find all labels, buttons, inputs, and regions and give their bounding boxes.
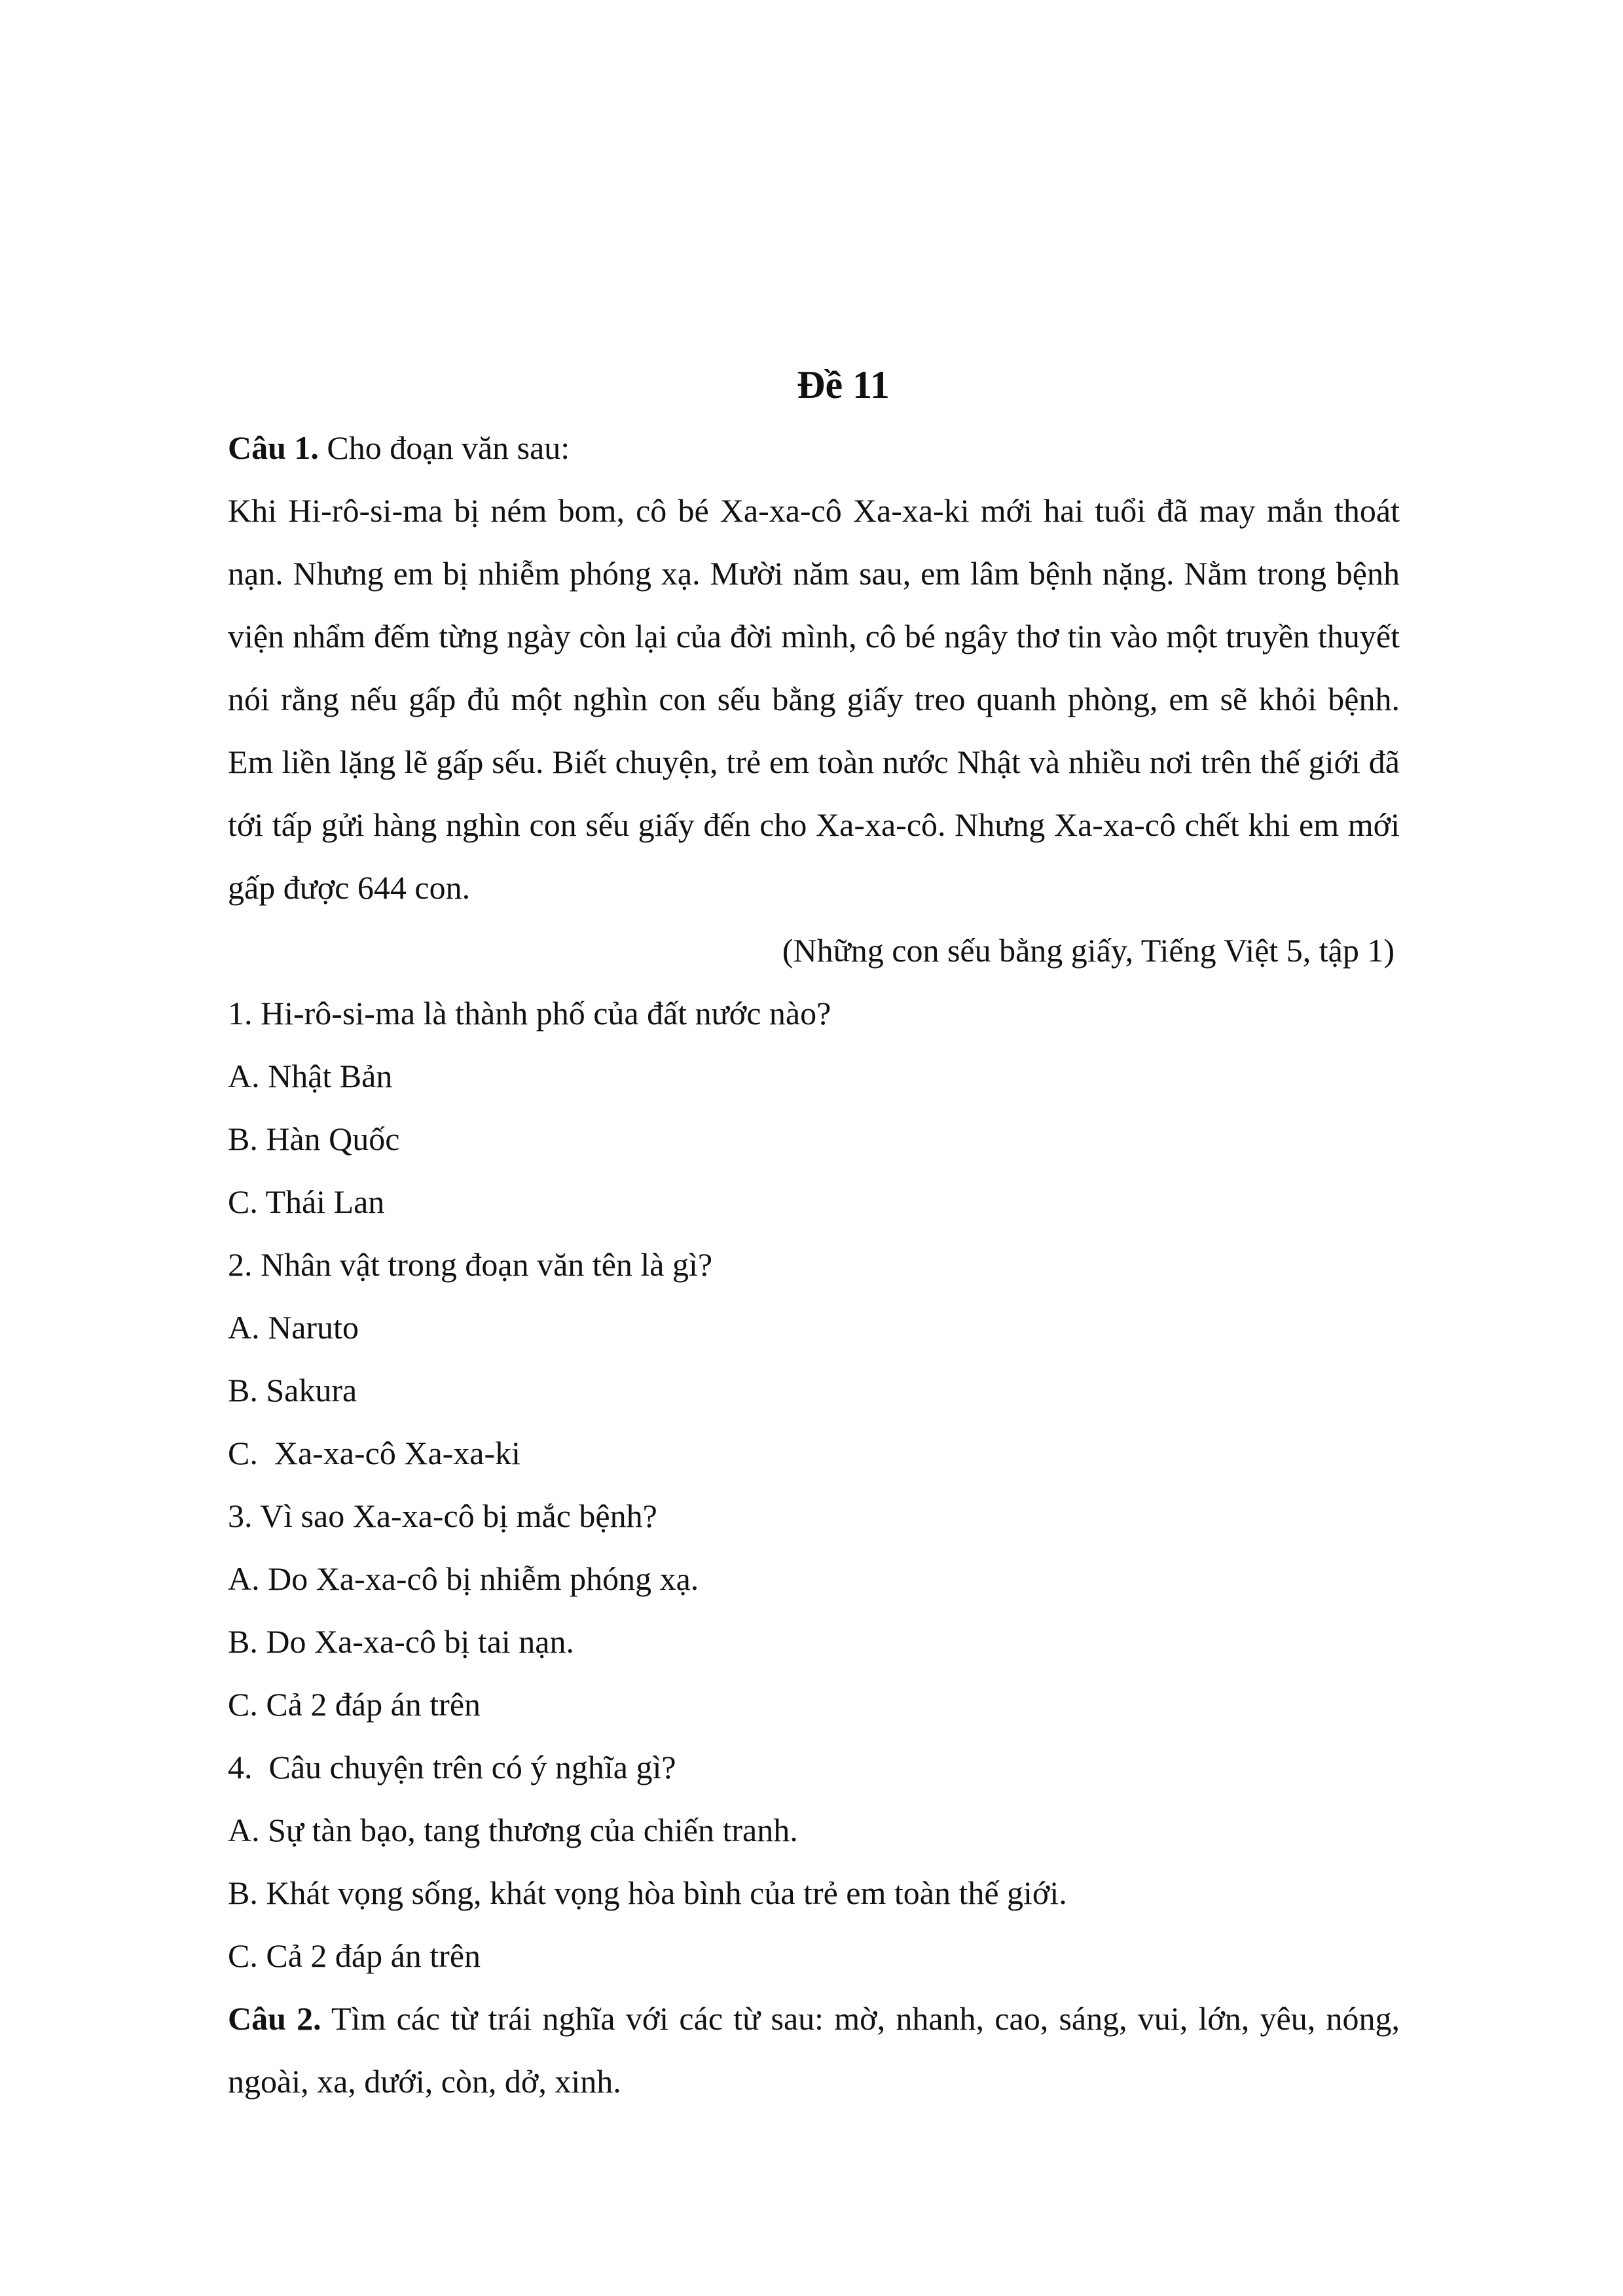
question-4-option-c: C. Cả 2 đáp án trên xyxy=(228,1937,481,1974)
question-1-option-b: B. Hàn Quốc xyxy=(228,1121,400,1157)
cau1-prompt: Cho đoạn văn sau: xyxy=(318,429,570,466)
question-4: 4. Câu chuyện trên có ý nghĩa gì? xyxy=(228,1749,676,1785)
cau2-paragraph xyxy=(228,1987,1400,2113)
question-2-option-c: C. Xa-xa-cô Xa-xa-ki xyxy=(228,1435,521,1471)
question-3: 3. Vì sao Xa-xa-cô bị mắc bệnh? xyxy=(228,1498,657,1534)
cau1-label: Câu 1. xyxy=(228,429,319,466)
question-2-option-a: A. Naruto xyxy=(228,1309,359,1346)
passage-source: (Những con sếu bằng giấy, Tiếng Việt 5, tập 1) xyxy=(782,932,1395,969)
cau2-text: Tìm các từ trái nghĩa với các từ sau: mờ, nhanh, cao, sáng, vui, lớn, yêu, nóng, ngoài, xa, dưới, còn, dở, xinh. xyxy=(228,2000,1400,2100)
question-2: 2. Nhân vật trong đoạn văn tên là gì? xyxy=(228,1246,713,1283)
question-3-option-a: A. Do Xa-xa-cô bị nhiễm phóng xạ. xyxy=(228,1560,699,1597)
question-1: 1. Hi-rô-si-ma là thành phố của đất nước nào? xyxy=(228,995,831,1031)
question-3-option-b: B. Do Xa-xa-cô bị tai nạn. xyxy=(228,1623,575,1660)
document-page xyxy=(228,353,1400,2113)
passage-text: Khi Hi-rô-si-ma bị ném bom, cô bé Xa-xa-cô Xa-xa-ki mới hai tuổi đã may mắn thoát nạn. Nhưng em bị nhiễm phóng xạ. Mười năm sau, em lâm bệnh nặng. Nằm trong bệnh viện nhẩm đếm từng ngày còn lại của đời mình, cô bé ngây thơ tin vào một truyền thuyết nói rằng nếu gấp đủ một nghìn con sếu bằng giấy treo quanh phòng, em sẽ khỏi bệnh. Em liền lặng lẽ gấp sếu. Biết chuyện, trẻ em toàn nước Nhật và nhiều nơi trên thế giới đã tới tấp gửi hàng nghìn con sếu giấy đến cho Xa-xa-cô. Nhưng Xa-xa-cô chết khi em mới gấp được 644 con. xyxy=(228,492,1400,906)
question-3-option-c: C. Cả 2 đáp án trên xyxy=(228,1686,481,1723)
question-2-option-b: B. Sakura xyxy=(228,1372,357,1408)
question-1-option-a: A. Nhật Bản xyxy=(228,1058,393,1094)
question-1-option-c: C. Thái Lan xyxy=(228,1183,385,1220)
question-4-option-a: A. Sự tàn bạo, tang thương của chiến tranh. xyxy=(228,1812,798,1848)
cau1-heading xyxy=(228,416,1400,479)
question-4-option-b: B. Khát vọng sống, khát vọng hòa bình của trẻ em toàn thế giới. xyxy=(228,1874,1067,1911)
page-title: Đề 11 xyxy=(797,363,890,406)
cau2-label: Câu 2. xyxy=(228,2000,321,2037)
